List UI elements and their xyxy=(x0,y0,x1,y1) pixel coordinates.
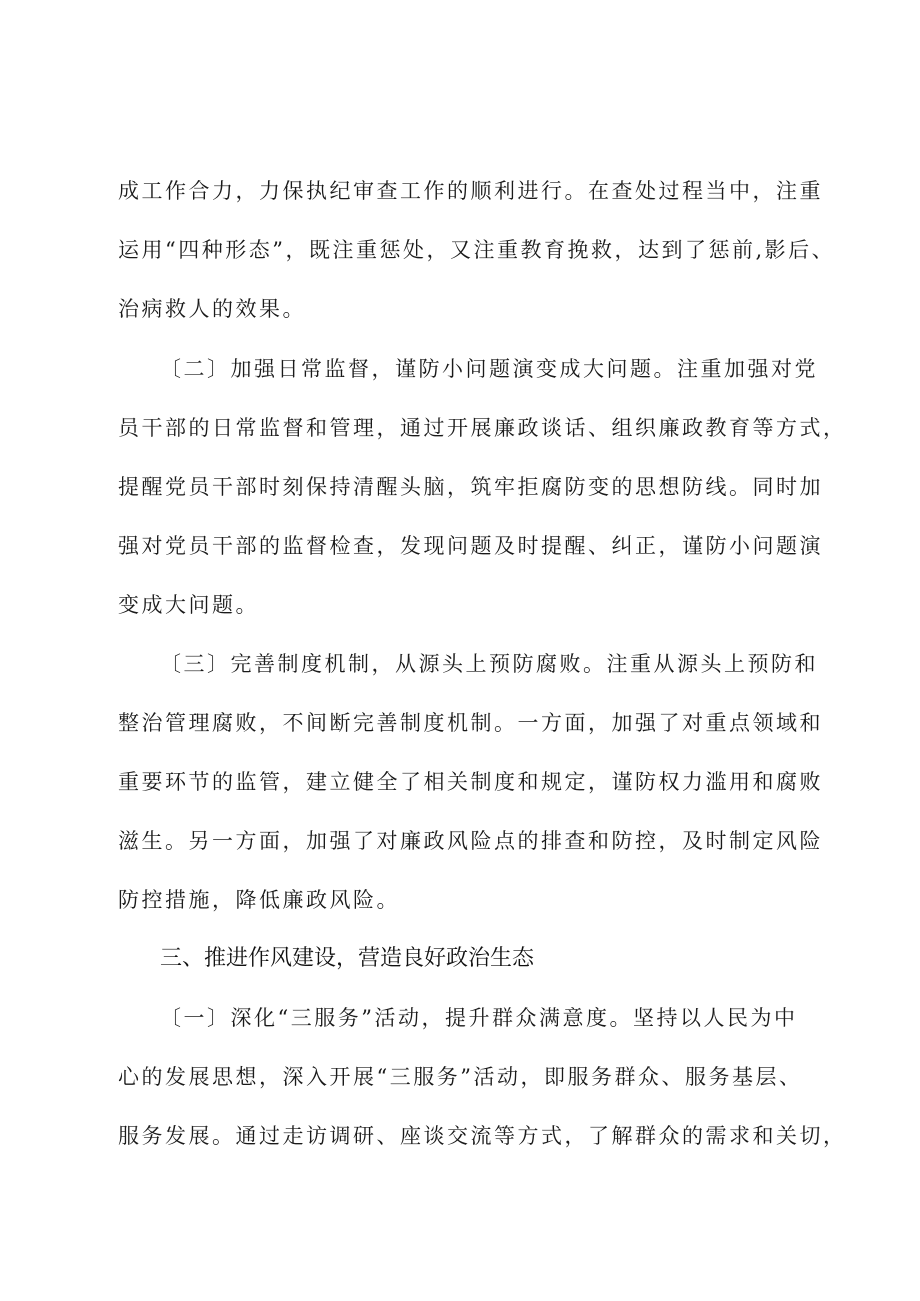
section-heading: 三、推进作风建设，营造良好政治生态 xyxy=(160,946,535,971)
body-line: 滋生。另一方面，加强了对廉政风险点的排查和防控，及时制定风险 xyxy=(118,829,823,853)
body-line: 整治管理腐败，不间断完善制度机制。一方面，加强了对重点领域和 xyxy=(118,711,823,735)
body-line: 治病救人的效果。 xyxy=(118,297,306,321)
body-line: 强对党员干部的监督检查，发现问题及时提醒、纠正，谨防小问题演 xyxy=(118,534,823,558)
body-line: 运用“四种形态”，既注重惩处，又注重教育挽救，达到了惩前,影后、 xyxy=(118,238,836,262)
body-line: 员干部的日常监督和管理，通过开展廉政谈话、组织廉政教育等方式， xyxy=(118,416,847,440)
body-line: 成工作合力，力保执纪审查工作的顺利进行。在查处过程当中，注重 xyxy=(118,179,823,203)
section-3-paragraph-start: 〔三〕完善制度机制，从源头上预防腐败。注重从源头上预防和 xyxy=(160,652,818,676)
body-line: 重要环节的监管，建立健全了相关制度和规定，谨防权力滥用和腐败 xyxy=(118,770,823,794)
subsection-1-paragraph-start: 〔一〕深化“三服务”活动，提升群众满意度。坚持以人民为中 xyxy=(160,1006,798,1030)
body-line: 变成大问题。 xyxy=(118,593,259,617)
section-2-paragraph-start: 〔二〕加强日常监督，谨防小问题演变成大问题。注重加强对党 xyxy=(160,357,818,381)
body-line: 服务发展。通过走访调研、座谈交流等方式，了解群众的需求和关切， xyxy=(118,1124,847,1148)
body-line: 心的发展思想，深入开展“三服务”活动，即服务群众、服务基层、 xyxy=(118,1065,803,1089)
body-line: 防控措施，降低廉政风险。 xyxy=(118,888,400,912)
body-line: 提醒党员干部时刻保持清醒头脑，筑牢拒腐防变的思想防线。同时加 xyxy=(118,475,823,499)
